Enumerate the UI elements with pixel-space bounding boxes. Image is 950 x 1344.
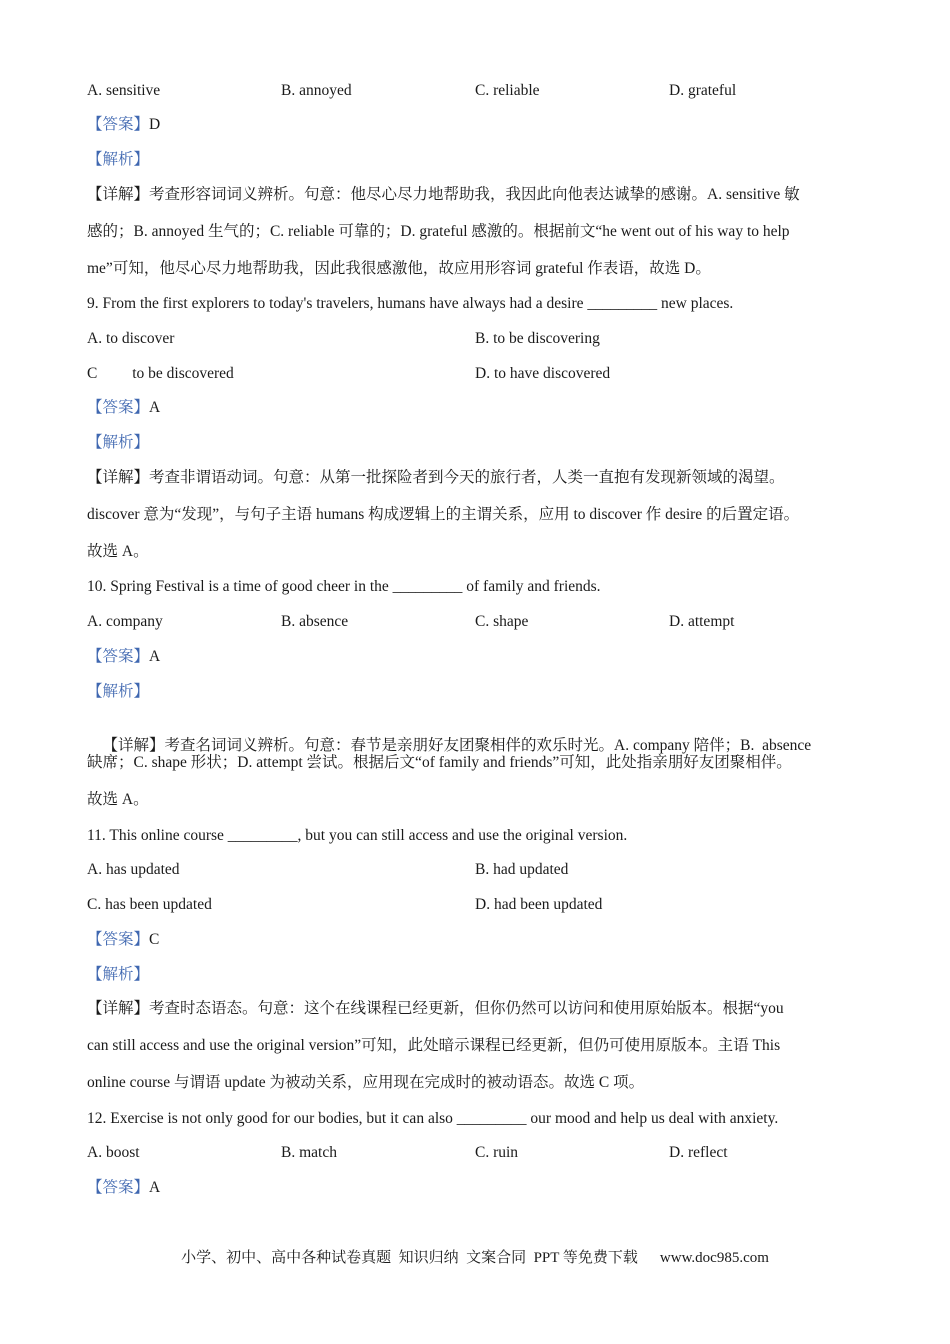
answer-tag: 【答案】 bbox=[87, 648, 150, 665]
answer-value: A bbox=[149, 648, 161, 665]
q10-option-a: A. company bbox=[87, 613, 163, 630]
q11-option-b: B. had updated bbox=[475, 861, 569, 878]
q10-answer bbox=[87, 647, 160, 667]
q8-option-b: B. annoyed bbox=[281, 82, 352, 99]
detail-text: 考查时态语态。句意：这个在线课程已经更新，但你仍然可以访问和使用原始版本。根据“you bbox=[149, 1000, 784, 1017]
q10-detail-line-2: 缺席；C. shape 形状；D. attempt 尝试。根据后文“of family and friends”可知，此处指亲朋好友团聚相伴。 bbox=[87, 754, 792, 771]
q9-detail-line-1 bbox=[87, 468, 785, 488]
footer-site-link[interactable]: www.doc985.com bbox=[659, 1250, 769, 1266]
q8-detail-line-3: me”可知，他尽心尽力地帮助我，因此我很感激他，故应用形容词 grateful 作表语，故选 D。 bbox=[87, 260, 711, 277]
detail-tag: 【详解】 bbox=[87, 469, 150, 486]
answer-value: C bbox=[149, 931, 160, 948]
q9-detail-line-2: discover 意为“发现”，与句子主语 humans 构成逻辑上的主谓关系，应用 to discover 作 desire 的后置定语。 bbox=[87, 506, 800, 523]
q11-option-a: A. has updated bbox=[87, 861, 180, 878]
q10-question: 10. Spring Festival is a time of good cheer in the _________ of family and friends. bbox=[87, 578, 601, 595]
q8-analysis-tag: 【解析】 bbox=[87, 151, 150, 168]
q11-analysis-tag: 【解析】 bbox=[87, 966, 150, 983]
q12-option-d: D. reflect bbox=[669, 1144, 728, 1161]
q11-detail-line-3: online course 与谓语 update 为被动关系，应用现在完成时的被动语态。故选 C 项。 bbox=[87, 1074, 645, 1091]
q11-detail-line-1 bbox=[87, 999, 784, 1019]
answer-tag: 【答案】 bbox=[87, 1179, 150, 1196]
q12-option-a: A. boost bbox=[87, 1144, 140, 1161]
detail-text: 考查非谓语动词。句意：从第一批探险者到今天的旅行者，人类一直抱有发现新领域的渴望。 bbox=[149, 469, 785, 486]
q12-question: 12. Exercise is not only good for our bodies, but it can also _________ our mood and help us deal with anxiety. bbox=[87, 1110, 779, 1127]
answer-value: D bbox=[149, 116, 161, 133]
detail-text: 考查名词词义辨析。句意：春节是亲朋好友团聚相伴的欢乐时光。A. company 陪伴；B. absence bbox=[164, 737, 812, 754]
detail-tag: 【详解】 bbox=[87, 1000, 150, 1017]
q11-question: 11. This online course _________, but you can still access and use the original version. bbox=[87, 827, 628, 844]
q12-answer bbox=[87, 1178, 160, 1198]
q10-option-d: D. attempt bbox=[669, 613, 735, 630]
q9-answer bbox=[87, 398, 160, 418]
detail-text: 考查形容词词义辨析。句意：他尽心尽力地帮助我，我因此向他表达诚挚的感谢。A. sensitive 敏 bbox=[149, 186, 800, 203]
q8-option-d: D. grateful bbox=[669, 82, 737, 99]
q11-option-d: D. had been updated bbox=[475, 896, 603, 913]
answer-tag: 【答案】 bbox=[87, 116, 150, 133]
detail-tag: 【详解】 bbox=[102, 737, 165, 754]
q11-detail-line-2: can still access and use the original version”可知，此处暗示课程已经更新，但仍可使用原版本。主语 This bbox=[87, 1037, 781, 1054]
q8-answer bbox=[87, 115, 160, 135]
answer-value: A bbox=[149, 399, 161, 416]
q11-option-c: C. has been updated bbox=[87, 896, 212, 913]
q12-option-b: B. match bbox=[281, 1144, 337, 1161]
q9-option-a: A. to discover bbox=[87, 330, 175, 347]
q8-detail-line-2: 感的；B. annoyed 生气的；C. reliable 可靠的；D. grateful 感激的。根据前文“he went out of his way to help bbox=[87, 223, 790, 240]
q11-answer bbox=[87, 930, 159, 950]
q10-option-c: C. shape bbox=[475, 613, 529, 630]
q9-option-c: C to be discovered bbox=[87, 365, 234, 382]
q9-option-d: D. to have discovered bbox=[475, 365, 611, 382]
q9-analysis-tag: 【解析】 bbox=[87, 434, 150, 451]
q12-option-c: C. ruin bbox=[475, 1144, 519, 1161]
detail-tag: 【详解】 bbox=[87, 186, 150, 203]
q10-detail-line-3: 故选 A。 bbox=[87, 791, 149, 808]
q9-question: 9. From the first explorers to today's travelers, humans have always had a desire _________ new places. bbox=[87, 295, 734, 312]
q9-detail-line-3: 故选 A。 bbox=[87, 543, 149, 560]
answer-tag: 【答案】 bbox=[87, 399, 150, 416]
footer-text: 小学、初中、高中各种试卷真题 知识归纳 文案合同 PPT 等免费下载 bbox=[181, 1250, 638, 1266]
q8-option-a: A. sensitive bbox=[87, 82, 161, 99]
page-footer bbox=[0, 1246, 950, 1267]
q10-option-b: B. absence bbox=[281, 613, 349, 630]
answer-value: A bbox=[149, 1179, 161, 1196]
q8-detail-line-1 bbox=[87, 185, 800, 205]
answer-tag: 【答案】 bbox=[87, 931, 150, 948]
q9-option-b: B. to be discovering bbox=[475, 330, 600, 347]
q10-analysis-tag: 【解析】 bbox=[87, 683, 150, 700]
q8-option-c: C. reliable bbox=[475, 82, 540, 99]
